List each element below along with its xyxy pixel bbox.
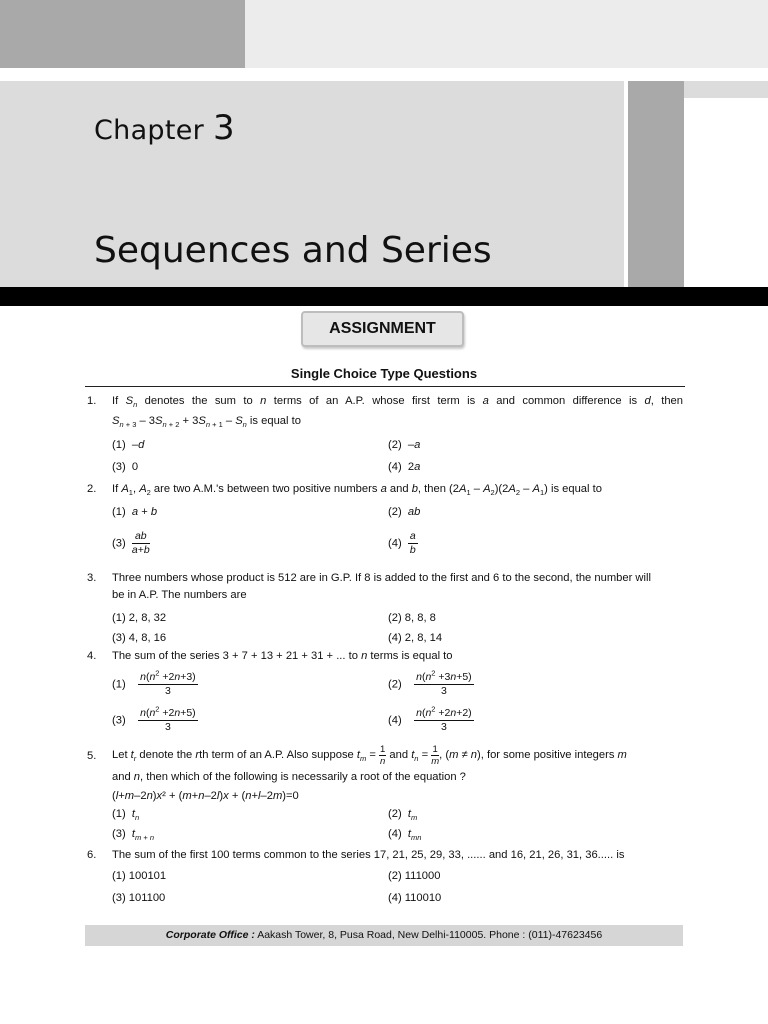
footer-label: Corporate Office :: [165, 929, 255, 941]
q6-option-2[interactable]: (2) 111000: [388, 870, 441, 882]
question-1-expression: $S_{n + 3} - 3S_{n + 2} + 3S_{n + 1} - S_n$ is equal to: [112, 415, 301, 430]
q3-option-4[interactable]: (4) 2, 8, 14: [388, 632, 443, 644]
q5-option-4[interactable]: (4) $t_{mn}$: [388, 828, 422, 843]
chapter-title: Sequences and Series: [94, 230, 492, 271]
question-number: 6.: [87, 849, 97, 861]
chapter-label: [94, 108, 235, 148]
black-divider-bar: [0, 287, 768, 306]
question-number: 4.: [87, 650, 97, 662]
chapter-word: Chapter: [94, 115, 205, 146]
section-rule: [85, 386, 685, 387]
q2-option-1[interactable]: (1) a + b: [112, 506, 158, 518]
q1-option-4[interactable]: (4) 2a: [388, 461, 421, 473]
q4-option-2[interactable]: (2) $\frac{n(n^2 +3n+5)}{3}$: [388, 668, 472, 697]
question-6-stem: The sum of the first 100 terms common to the series 17, 21, 25, 29, 33, ...... and 16, 21, 26, 31, 36..... is: [112, 849, 625, 861]
question-number: 2.: [87, 483, 97, 495]
header-light-block: [245, 0, 768, 68]
footer-bar: [85, 925, 683, 946]
q6-option-4[interactable]: (4) 110010: [388, 892, 442, 904]
q5-option-3[interactable]: (3) $t_{m + n}$: [112, 828, 154, 843]
question-5-equation: (l+m–2n)x² + (m+n–2l)x + (n+l–2m)=0: [112, 790, 299, 802]
q3-option-1[interactable]: (1) 2, 8, 32: [112, 612, 167, 624]
q4-option-3[interactable]: (3) $\frac{n(n^2 +2n+5)}{3}$: [112, 704, 196, 733]
q1-option-3[interactable]: (3) 0: [112, 461, 139, 473]
header-dark-block: [0, 0, 245, 68]
section-title: Single Choice Type Questions: [290, 366, 478, 381]
question-3-stem-line2: be in A.P. The numbers are: [112, 589, 247, 601]
q3-option-3[interactable]: (3) 4, 8, 16: [112, 632, 167, 644]
question-number: 1.: [87, 395, 97, 407]
question-5-stem-line1: Let $t_r$ denote the rth term of an A.P. Also suppose $t_m$ = $\frac{1}{n}$ and $t_n$ = $\frac{1}{m}$ , (m ≠ n), for some positive integers m: [112, 743, 627, 767]
q1-option-1[interactable]: (1) –d: [112, 439, 145, 451]
q6-option-3[interactable]: (3) 101100: [112, 892, 166, 904]
question-2-stem: If $A_1$, $A_2$ are two A.M.'s between two positive numbers a and b, then $(2A_1 - A_2)(2A_2 - A_1)$ is equal to: [112, 483, 602, 498]
assignment-badge: ASSIGNMENT: [301, 311, 464, 347]
q1-option-2[interactable]: (2) –a: [388, 439, 421, 451]
chapter-number: 3: [212, 108, 235, 148]
q4-option-4[interactable]: (4) $\frac{n(n^2 +2n+2)}{3}$: [388, 704, 472, 733]
header-side-column: [628, 81, 684, 287]
question-1-stem: If $S_n$ denotes the sum to n terms of an A.P. whose first term is a and common difference is d, then: [112, 395, 683, 410]
q2-option-2[interactable]: (2) ab: [388, 506, 421, 518]
q3-option-2[interactable]: (2) 8, 8, 8: [388, 612, 436, 624]
question-4-stem: The sum of the series 3 + 7 + 13 + 21 + 31 + ... to n terms is equal to: [112, 650, 453, 662]
q5-option-2[interactable]: (2) $t_m$: [388, 808, 418, 823]
q4-option-1[interactable]: (1) $\frac{n(n^2 +2n+3)}{3}$: [112, 668, 196, 697]
q2-option-4[interactable]: (4) $\frac{a}{b}$: [388, 530, 416, 556]
q2-option-3[interactable]: (3) $\frac{ab}{a+b}$: [112, 530, 150, 556]
question-5-stem-line2: and n, then which of the following is necessarily a root of the equation ?: [112, 771, 466, 783]
question-number: 5.: [87, 750, 97, 762]
footer-address: Aakash Tower, 8, Pusa Road, New Delhi-110005. Phone : (011)-47623456: [254, 929, 603, 941]
header-right-strip: [684, 81, 768, 98]
question-3-stem-line1: Three numbers whose product is 512 are in G.P. If 8 is added to the first and 6 to the second, the number will: [112, 572, 651, 584]
q6-option-1[interactable]: (1) 100101: [112, 870, 167, 882]
question-number: 3.: [87, 572, 97, 584]
q5-option-1[interactable]: (1) $t_n$: [112, 808, 140, 823]
